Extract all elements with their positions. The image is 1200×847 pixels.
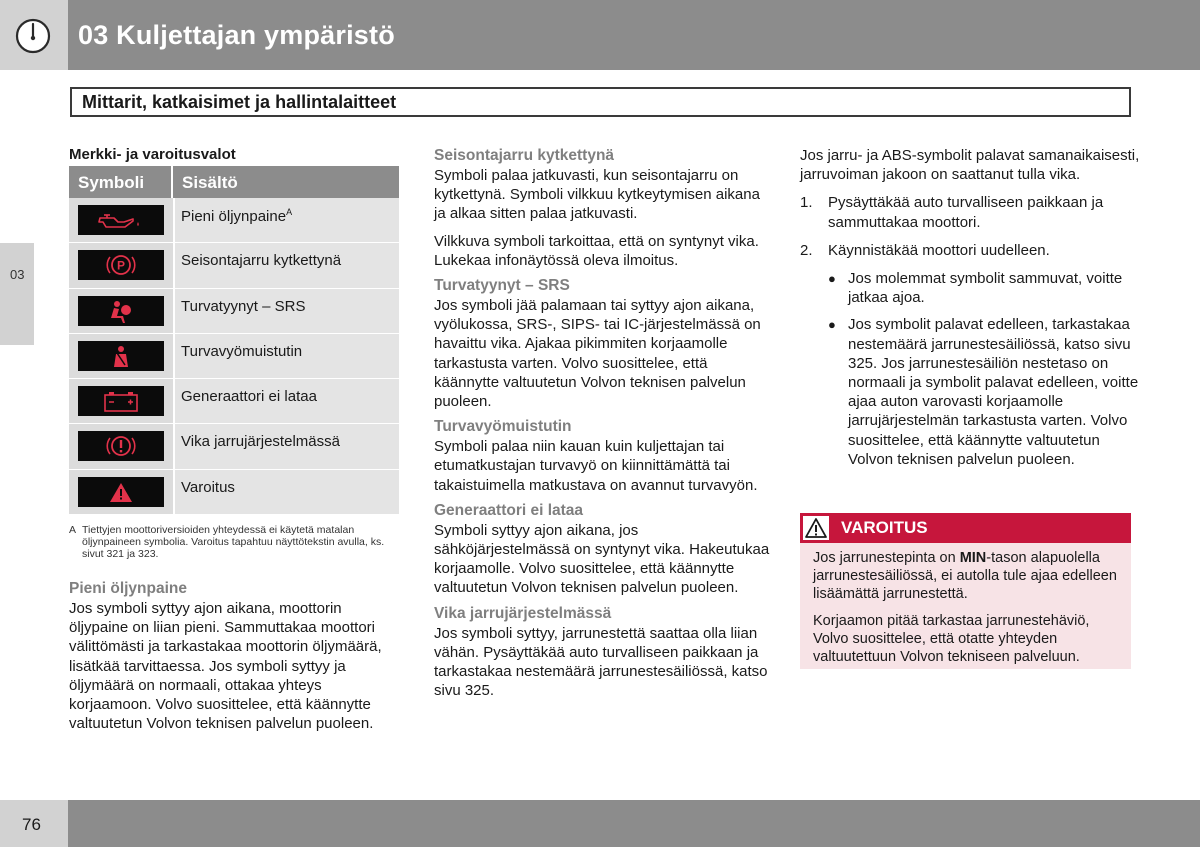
chapter-icon-box <box>0 0 68 70</box>
table-row <box>69 243 399 288</box>
list-item <box>800 241 1140 260</box>
section-title-box <box>70 87 1131 117</box>
warning-text-2: Korjaamon pitää tarkastaa jarrunestehäviö, Volvo suosittelee, että otatte yhteyden valtuutettuun Volvon tekniseen palveluun. <box>813 612 1090 666</box>
list-item <box>828 269 1140 307</box>
warning-body <box>800 543 1131 666</box>
parking-brake-heading: Seisontajarru kytkettynä <box>434 147 615 164</box>
parking-brake-icon <box>78 250 164 280</box>
abs-intro-text: Jos jarru- ja ABS-symbolit palavat samanaikaisesti, jarruvoiman jakoon on saattanut tulla vika. <box>800 147 1140 184</box>
brake-fault-heading: Vika jarrujärjestelmässä <box>434 604 612 622</box>
steps-list <box>800 193 1140 260</box>
generator-text: Symboli syttyy ajon aikana, jos sähköjärjestelmässä on syntynyt vika. Hakeutukaa korjaamolle. Volvo suosittelee, että käännytte valtuutetun Volvon teknisen palvelun puoleen. <box>434 521 770 597</box>
seatbelt-reminder-icon <box>78 341 164 371</box>
table-row <box>69 198 399 243</box>
right-column <box>800 146 1140 477</box>
warning-text-1: Jos jarrunestepinta on MIN-tason alapuolella jarrunestesäiliössä, ei autolla tule ajaa edelleen lisäämättä jarrunestettä. <box>813 550 1117 603</box>
chapter-title: 03 Kuljettajan ympäristö <box>78 20 395 50</box>
table-row <box>69 470 399 515</box>
table-header-symbol: Symboli <box>69 166 173 198</box>
table-row-label: Generaattori ei lataa <box>181 388 317 406</box>
warning-header <box>800 513 1131 543</box>
table-row <box>69 424 399 469</box>
table-header-row <box>69 166 399 198</box>
table-header-content: Sisältö <box>182 173 238 192</box>
seatbelt-text: Symboli palaa niin kauan kuin kuljettajan tai etumatkustajan turvavyö on kiinnittämättä tai takaistuimella matkustava on avannut turvavyön. <box>434 438 758 494</box>
table-row <box>69 379 399 424</box>
table-row-label: Varoitus <box>181 478 235 496</box>
table-row-label: Turvavyömuistutin <box>181 342 303 360</box>
table-row-label: Pieni öljynpaine <box>181 208 287 225</box>
step-text: Pysäyttäkää auto turvalliseen paikkaan ja sammuttakaa moottori. <box>828 194 1104 231</box>
parking-brake-text-1: Symboli palaa jatkuvasti, kun seisontajarru on kytkettynä. Symboli vilkkuu kytkeytymisen aikana ja alkaa sitten palaa jatkuvasti. <box>434 167 760 223</box>
table-row-label: Vika jarrujärjestelmässä <box>181 433 340 451</box>
middle-column <box>434 146 774 700</box>
oil-pressure-icon <box>78 205 164 235</box>
footnote-mark: A <box>69 524 77 536</box>
bullet-icon: ● <box>828 317 836 333</box>
airbag-text: Jos symboli jää palamaan tai syttyy ajon aikana, vyölukossa, SRS-, SIPS- tai IC-järjestelmässä on havaittu vika. Ajakaa pikimmiten korjaamolle tarkastusta varten. Volvo suosittelee, että käännytte valtuutetun Volvon teknisen palvelun puoleen. <box>434 297 761 411</box>
oil-pressure-heading: Pieni öljynpaine <box>69 580 187 597</box>
step-number: 2. <box>800 241 813 259</box>
generator-heading: Generaattori ei lataa <box>434 501 584 519</box>
bullet-text: Jos molemmat symbolit sammuvat, voitte jatkaa ajoa. <box>848 270 1123 307</box>
section-title: Mittarit, katkaisimet ja hallintalaitteet <box>82 92 397 112</box>
warning-box <box>800 513 1131 669</box>
list-item <box>828 315 1140 469</box>
table-caption: Merkki- ja varoitusvalot <box>69 146 236 163</box>
bullet-text: Jos symbolit palavat edelleen, tarkastakaa nestemäärä jarrunestesäiliössä, katso sivu 325. Jos jarrunestesäiliön nestetaso on normaali ja symbolit palavat edelleen, voitte ajaa auton varovasti korjaamolle jarrujärjestelmän tarkastusta varten. Volvo suosittelee, että käännytte valtuutetun Volvon teknisen palvelun puoleen. <box>848 316 1139 468</box>
warning-triangle-icon <box>803 516 829 540</box>
step-number: 1. <box>800 194 813 212</box>
symbol-table <box>69 166 399 515</box>
warning-triangle-icon <box>78 477 164 507</box>
brake-fault-icon <box>78 431 164 461</box>
svg-text:P: P <box>116 258 126 273</box>
oil-pressure-text: Jos symboli syttyy ajon aikana, moottorin öljypaine on liian pieni. Sammuttakaa moottori välittömästi ja tarkastakaa moottorin öljymäärä, lisätkää tarvittaessa. Jos symboli syttyy ja öljymäärä on normaali, ottakaa yhteys korjaamoon. Volvo suosittelee, että käännytte valtuutetun Volvon teknisen palvelun puoleen. <box>69 600 382 733</box>
footnote-text: Tiettyjen moottoriversioiden yhteydessä ei käytetä matalan öljynpaineen symbolia. Varoitus tapahtuu näyttötekstin avulla, ks. sivut 321 ja 323. <box>82 524 385 560</box>
airbag-heading: Turvatyynyt – SRS <box>434 277 570 295</box>
table-footnote <box>69 524 399 560</box>
warning-title: VAROITUS <box>841 518 928 537</box>
table-row-label: Seisontajarru kytkettynä <box>181 252 342 270</box>
brake-fault-text: Jos symboli syttyy, jarrunestettä saattaa olla liian vähän. Pysäyttäkää auto turvalliseen paikkaan ja tarkastakaa nestemäärä jarrunestesäiliössä, katso sivu 325. <box>434 624 768 700</box>
table-row <box>69 289 399 334</box>
warning-min-label: MIN <box>959 550 987 566</box>
list-item <box>800 193 1140 231</box>
oil-pressure-section <box>69 579 401 733</box>
step-text: Käynnistäkää moottori uudelleen. <box>828 241 1050 259</box>
chapter-side-tab <box>0 243 34 345</box>
table-row-label: Turvatyynyt – SRS <box>181 297 306 315</box>
gauge-icon <box>15 18 51 54</box>
footnote-ref: A <box>286 207 293 217</box>
airbag-srs-icon <box>78 296 164 326</box>
table-row <box>69 334 399 379</box>
bullet-icon: ● <box>828 271 836 287</box>
page-number: 76 <box>22 815 41 834</box>
footer-bar <box>68 800 1200 847</box>
chapter-side-tab-label: 03 <box>10 267 25 282</box>
seatbelt-heading: Turvavyömuistutin <box>434 418 572 436</box>
parking-brake-text-2: Vilkkuva symboli tarkoittaa, että on syntynyt vika. Lukekaa infonäytössä oleva ilmoitus. <box>434 232 759 269</box>
battery-icon <box>78 386 164 416</box>
